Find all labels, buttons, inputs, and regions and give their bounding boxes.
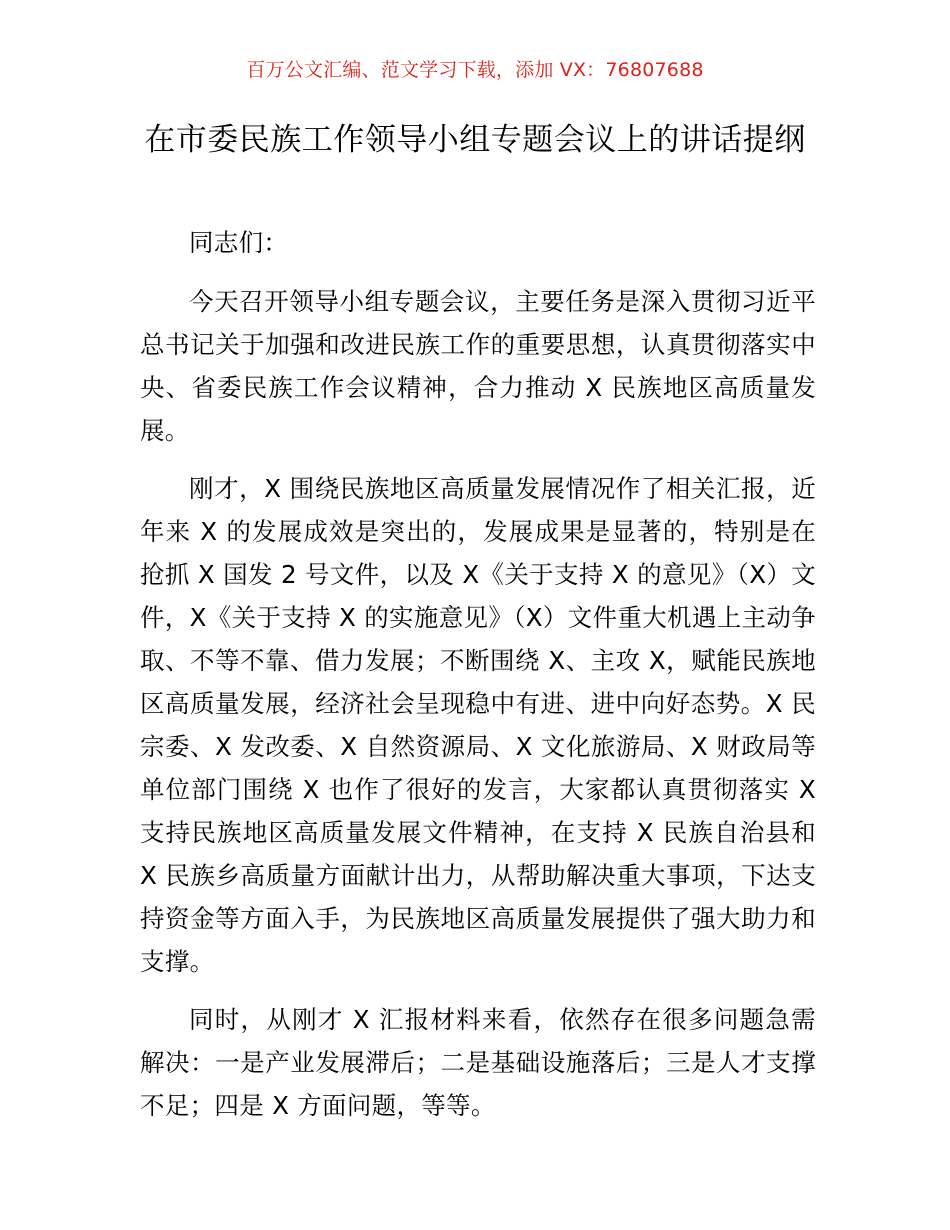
paragraph: 同时，从刚才 X 汇报材料来看，依然存在很多问题急需解决：一是产业发展滞后；二是基础设施落后；三是人才支撑不足；四是 X 方面问题，等等。 xyxy=(140,1005,816,1120)
header-banner: 百万公文汇编、范文学习下载，添加 VX：76807688 xyxy=(246,59,704,81)
document-title: 在市委民族工作领导小组专题会议上的讲话提纲 xyxy=(144,122,806,158)
document-body xyxy=(140,221,816,1142)
salutation: 同志们： xyxy=(189,228,289,257)
paragraph: 刚才，X 围绕民族地区高质量发展情况作了相关汇报，近年来 X 的发展成效是突出的，发展成果是显著的，特别是在抢抓 X 国发 2 号文件，以及 X《关于支持 X 的意见》（X）文件，X《关于支持 X 的实施意见》（X）文件重大机遇上主动争取、不等不靠、借力发展；不断围绕 X、主攻 X，赋能民族地区高质量发展，经济社会呈现稳中有进、进中向好态势。X 民宗委、X 发改委、X 自然资源局、X 文化旅游局、X 财政局等单位部门围绕 X 也作了很好的发言，大家都认真贯彻落实 X 支持民族地区高质量发展文件精神，在支持 X 民族自治县和 X 民族乡高质量方面献计出力，从帮助解决重大事项，下达支持资金等方面入手，为民族地区高质量发展提供了强大助力和支撑。 xyxy=(140,474,816,976)
paragraph: 今天召开领导小组专题会议，主要任务是深入贯彻习近平总书记关于加强和改进民族工作的重要思想，认真贯彻落实中央、省委民族工作会议精神，合力推动 X 民族地区高质量发展。 xyxy=(140,287,816,445)
